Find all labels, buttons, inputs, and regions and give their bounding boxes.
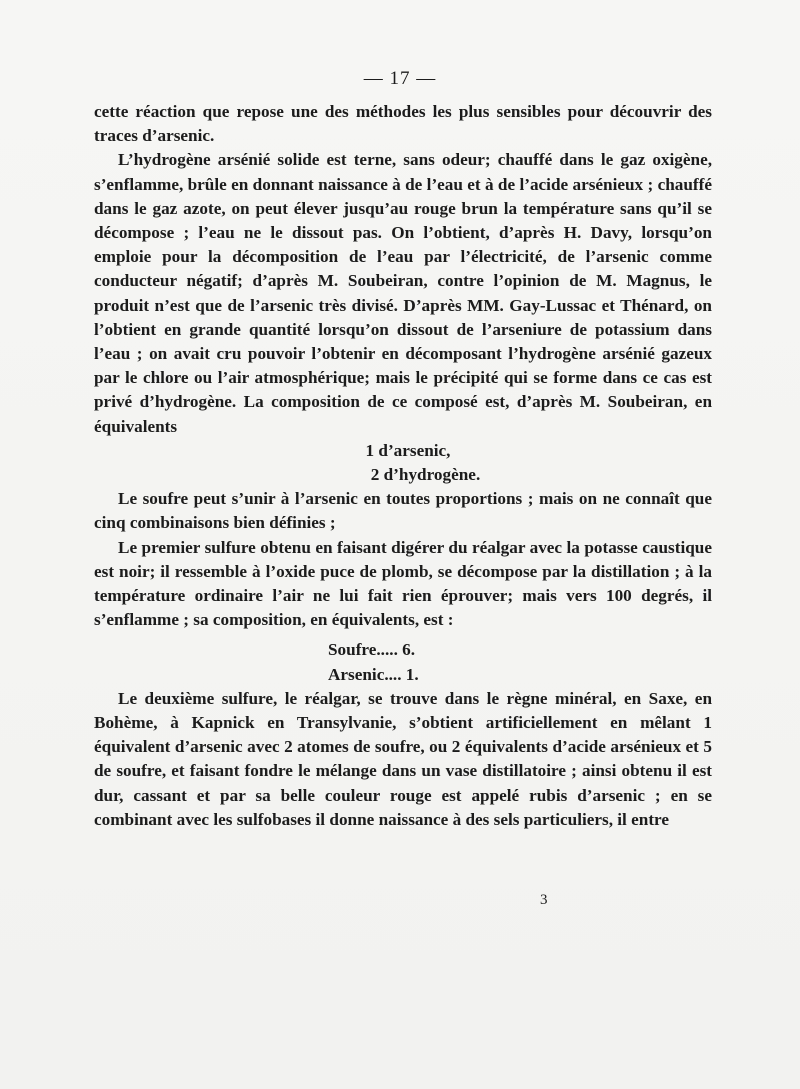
composition-line-hydrogene: 2 d’hydrogène.	[370, 465, 481, 485]
paragraph-premier-sulfure: Le premier sulfure obtenu en faisant digérer du réalgar avec la potasse caustique est noir; il ressemble à l’oxide puce de plomb, se décompose par la distillation ; à la température ordinaire l’air ne lui fait rien éprouver; mais vers 100 degrés, il s’enflamme ; sa composition, en équivalents, est :	[94, 537, 712, 630]
paragraph-soufre: Le soufre peut s’unir à l’arsenic en toutes proportions ; mais on ne connaît que cinq combinaisons bien définies ;	[94, 489, 712, 533]
formula-soufre: Soufre..... 6.	[328, 640, 416, 660]
paragraph-hydrogene-arsenie: L’hydrogène arsénié solide est terne, sans odeur; chauffé dans le gaz oxigène, s’enflamme, brûle en donnant naissance à de l’eau et à de l’acide arsénieux ; chauffé dans le gaz azote, on peut élever jusqu’au rouge brun la température sans qu’il se décompose ; l’eau ne le dissout pas. On l’obtient, d’après H. Davy, lorsqu’on emploie pour la décomposition de l’eau par l’électricité, de l’arsenic comme conducteur négatif; d’après M. Soubeiran, contre l’opinion de M. Magnus, le produit n’est que de l’arsenic très divisé. D’après MM. Gay-Lussac et Thénard, on l’obtient en grande quantité lorsqu’on dissout de l’arseniure de potassium dans l’eau ; on avait cru pouvoir l’obtenir en décomposant l’hydrogène arsénié gazeux par le chlore ou l’air atmosphérique; mais le précipité qui se forme dans ce cas est privé d’hydrogène. La composition de ce composé est, d’après M. Soubeiran, en équivalents	[94, 150, 712, 436]
page-body	[94, 100, 712, 832]
composition-line-arsenic: 1 d’arsenic,	[365, 440, 451, 460]
signature-mark: 3	[540, 892, 548, 908]
page-number-header: — 17 —	[363, 68, 437, 89]
formula-row	[94, 663, 712, 687]
paragraph-continuation: cette réaction que repose une des méthodes les plus sensibles pour découvrir des traces d’arsenic.	[94, 102, 712, 146]
formula-row	[94, 638, 712, 662]
paragraph-deuxieme-sulfure: Le deuxième sulfure, le réalgar, se trouve dans le règne minéral, en Saxe, en Bohème, à Kapnick en Transylvanie, s’obtient artificiellement en mêlant 1 équivalent d’arsenic avec 2 atomes de soufre, ou 2 équivalents d’acide arsénieux et 5 de soufre, et faisant fondre le mélange dans un vase distillatoire ; ainsi obtenu il est dur, cassant et par sa belle couleur rouge est appelé rubis d’arsenic ; en se combinant avec les sulfobases il donne naissance à des sels particuliers, il entre	[94, 688, 712, 829]
formula-arsenic: Arsenic.... 1.	[328, 664, 419, 684]
